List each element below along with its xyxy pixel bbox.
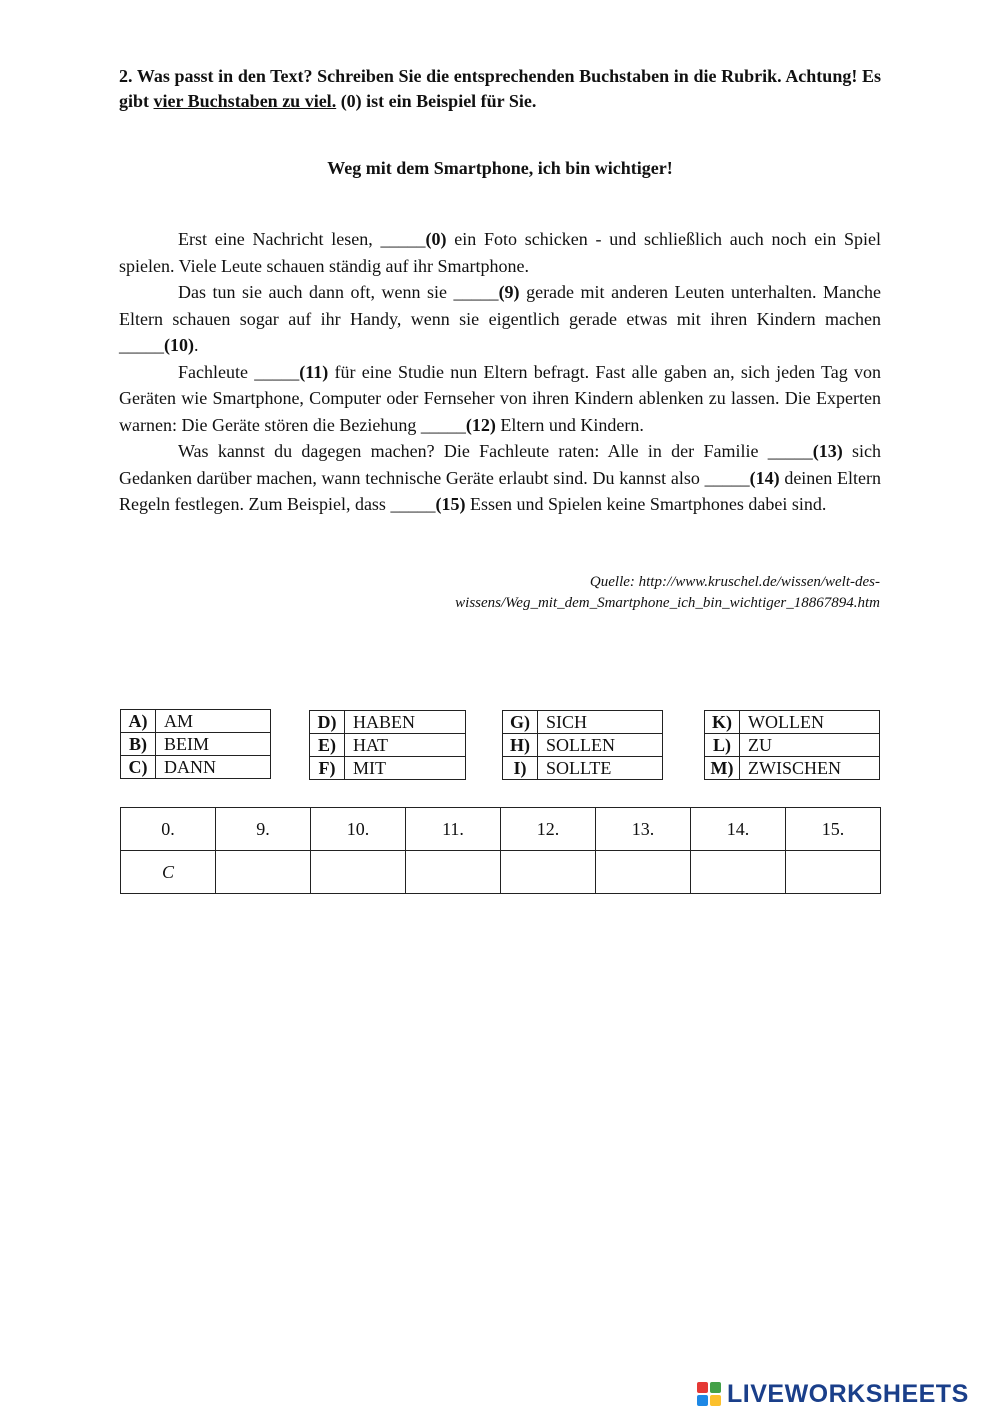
- gap-10: (10): [164, 335, 194, 355]
- option-row: [310, 734, 466, 757]
- answer-cell-13[interactable]: [596, 851, 691, 894]
- source-line-1: Quelle: http://www.kruschel.de/wissen/welt-des-: [589, 574, 880, 590]
- option-key: C): [121, 756, 156, 779]
- option-word: DANN: [156, 756, 271, 779]
- paragraph-3: Fachleute _____(11) für eine Studie nun Eltern befragt. Fast alle gaben an, sich jeden Tag von Geräten wie Smartphone, Computer oder Fernseher von ihren Kindern ablenken zu lassen. Die Experten warnen: Die Geräte stören die Beziehung _____(12) Eltern und Kindern.: [119, 361, 881, 435]
- logo-text: LIVEWORKSHEETS: [727, 1379, 969, 1408]
- option-row: [310, 711, 466, 734]
- answer-cell-0: C: [121, 851, 216, 894]
- liveworksheets-logo: [697, 1380, 969, 1408]
- logo-square: [697, 1395, 708, 1406]
- option-key: D): [310, 711, 345, 734]
- option-word: SOLLTE: [538, 757, 663, 780]
- gap-13: (13): [812, 441, 843, 461]
- answer-header-14: 14.: [691, 808, 786, 851]
- answer-header-13: 13.: [596, 808, 691, 851]
- option-key: H): [503, 734, 538, 757]
- option-row: [705, 734, 880, 757]
- gap-11: (11): [299, 361, 329, 382]
- instructions-text-2: (0) ist ein Beispiel für Sie.: [336, 91, 537, 111]
- answer-header-10: 10.: [311, 808, 406, 851]
- option-word: ZU: [740, 734, 880, 757]
- option-key: L): [705, 734, 740, 757]
- logo-square: [710, 1395, 721, 1406]
- option-row: [310, 757, 466, 780]
- answer-table: [120, 807, 881, 894]
- gap-12: (12): [465, 414, 496, 435]
- text-title: Weg mit dem Smartphone, ich bin wichtiger!: [327, 158, 673, 178]
- options-box-4: [704, 710, 880, 780]
- answer-cell-11[interactable]: [406, 851, 501, 894]
- answer-header-0: 0.: [121, 808, 216, 851]
- option-word: SOLLEN: [538, 734, 663, 757]
- logo-square: [697, 1382, 708, 1393]
- option-word: WOLLEN: [740, 711, 880, 734]
- option-word: HAT: [345, 734, 466, 757]
- options-box-2: [309, 710, 466, 780]
- paragraph-1: Erst eine Nachricht lesen, _____(0) ein Foto schicken - und schließlich auch noch ein Spiel spielen. Viele Leute schauen ständig auf ihr Smartphone.: [119, 229, 882, 276]
- options-box-3: [502, 710, 663, 780]
- paragraph-2: Das tun sie auch dann oft, wenn sie _____(9) gerade mit anderen Leuten unterhalten. Manche Eltern schauen sogar auf ihr Handy, wenn sie eigentlich gerade etwas mit ihren Kindern machen _____(10).: [119, 282, 881, 355]
- option-row: [121, 710, 271, 733]
- option-row: [121, 733, 271, 756]
- answer-cell-12[interactable]: [501, 851, 596, 894]
- option-row: [503, 711, 663, 734]
- answer-cell-9[interactable]: [216, 851, 311, 894]
- option-key: A): [121, 710, 156, 733]
- option-key: E): [310, 734, 345, 757]
- gap-15: (15): [435, 494, 466, 514]
- answer-header-12: 12.: [501, 808, 596, 851]
- answer-header-15: 15.: [786, 808, 881, 851]
- option-word: HABEN: [345, 711, 466, 734]
- paragraph-4: Was kannst du dagegen machen? Die Fachleute raten: Alle in der Familie _____(13) sich Gedanken darüber machen, wann technische Geräte erlaubt sind. Du kannst also _____(14) deinen Eltern Regeln festlegen. Zum Beispiel, dass _____(15) Essen und Spielen keine Smartphones dabei sind.: [119, 441, 881, 514]
- instructions-text-1: 2. Was passt in den Text? Schreiben Sie die entsprechenden Buchstaben in die Rubrik. Achtung! Es gibt: [119, 66, 881, 111]
- answer-cell-15[interactable]: [786, 851, 881, 894]
- option-key: G): [503, 711, 538, 734]
- option-row: [705, 757, 880, 780]
- option-key: K): [705, 711, 740, 734]
- option-key: M): [705, 757, 740, 780]
- option-row: [121, 756, 271, 779]
- options-box-1: [120, 709, 271, 779]
- option-word: AM: [156, 710, 271, 733]
- reading-text: [119, 226, 881, 518]
- gap-14: (14): [749, 467, 780, 488]
- instructions-underlined: vier Buchstaben zu viel.: [153, 91, 337, 111]
- source-line-2: wissens/Weg_mit_dem_Smartphone_ich_bin_wichtiger_18867894.htm: [455, 595, 880, 611]
- answer-header-9: 9.: [216, 808, 311, 851]
- option-row: [503, 734, 663, 757]
- option-word: SICH: [538, 711, 663, 734]
- answer-header-11: 11.: [406, 808, 501, 851]
- gap-0: (0): [425, 229, 447, 249]
- option-word: BEIM: [156, 733, 271, 756]
- option-key: I): [503, 757, 538, 780]
- option-row: [705, 711, 880, 734]
- answer-row: [121, 851, 881, 894]
- option-word: MIT: [345, 757, 466, 780]
- instructions: [119, 64, 881, 114]
- option-word: ZWISCHEN: [740, 757, 880, 780]
- option-row: [503, 757, 663, 780]
- logo-grid-icon: [697, 1382, 721, 1406]
- logo-square: [710, 1382, 721, 1393]
- gap-9: (9): [498, 282, 520, 302]
- source-citation: [300, 572, 880, 614]
- option-key: F): [310, 757, 345, 780]
- answer-cell-10[interactable]: [311, 851, 406, 894]
- option-key: B): [121, 733, 156, 756]
- answer-header-row: [121, 808, 881, 851]
- answer-cell-14[interactable]: [691, 851, 786, 894]
